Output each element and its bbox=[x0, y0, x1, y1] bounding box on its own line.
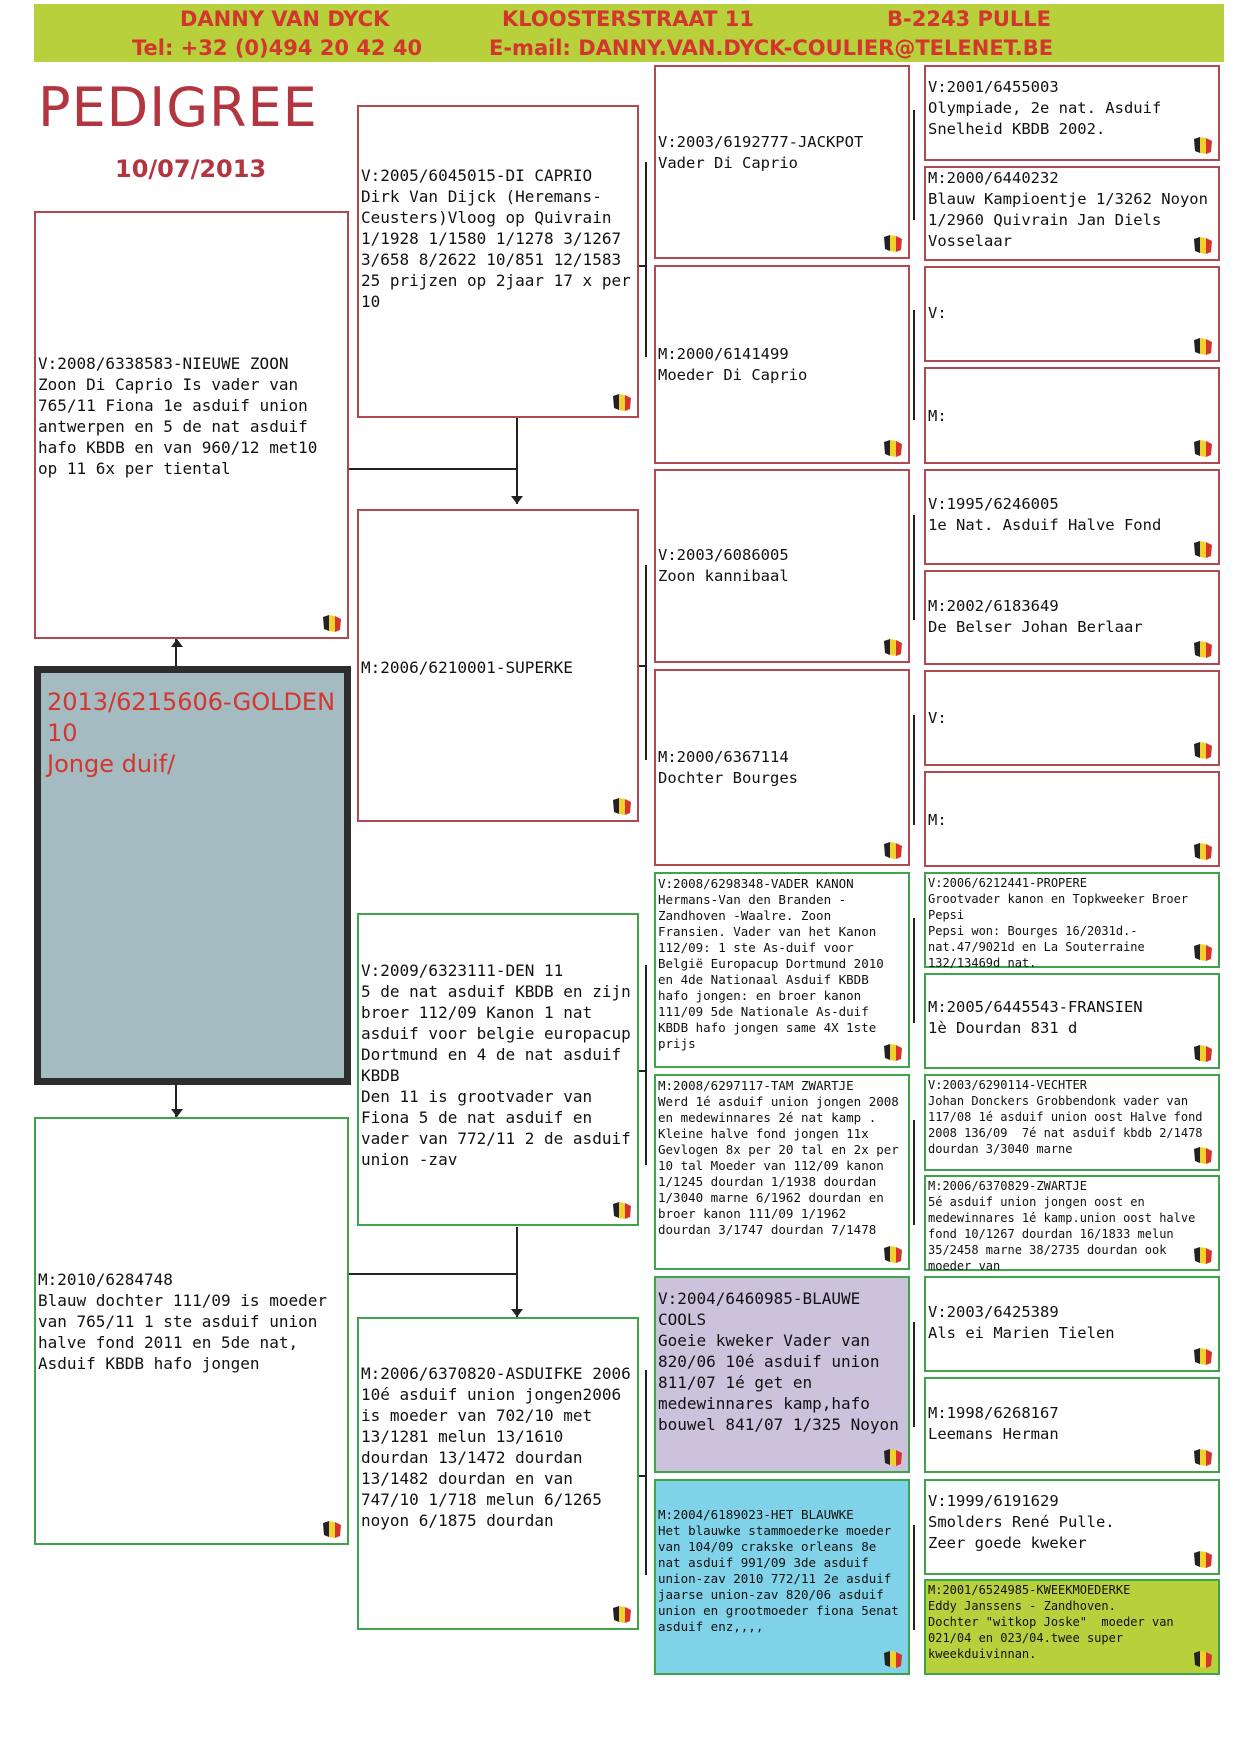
gen3-sds-box bbox=[654, 469, 910, 663]
belgium-flag-icon bbox=[882, 637, 904, 657]
bracket-g4-8 bbox=[913, 1525, 915, 1630]
pedigree-date: 10/07/2013 bbox=[115, 155, 267, 183]
bracket-ds-vertical bbox=[645, 965, 647, 1165]
bracket-g4-1 bbox=[913, 110, 915, 220]
gen3-dds-box bbox=[654, 1276, 910, 1473]
belgium-flag-icon bbox=[1192, 1043, 1214, 1063]
belgium-flag-icon bbox=[882, 840, 904, 860]
subject-ring-number: 2013/6215606-GOLDEN bbox=[47, 688, 336, 716]
gen4-sdsd-text: M:2002/6183649 De Belser Johan Berlaar bbox=[928, 597, 1143, 636]
gen4-ssdd-text: M: bbox=[928, 407, 947, 425]
gen4-dsdd-box bbox=[924, 1175, 1220, 1271]
sire-box bbox=[34, 211, 349, 639]
gen4-sdsd-box bbox=[924, 570, 1220, 665]
gen2-sd-box bbox=[357, 509, 639, 822]
connector-sire bbox=[349, 468, 516, 470]
bracket-g4-7 bbox=[913, 1322, 915, 1427]
gen4-ssss-box bbox=[924, 65, 1220, 161]
gen2-ss-text: V:2005/6045015-DI CAPRIO Dirk Van Dijck (Heremans-Ceusters)Vloog op Quivrain 1/1928 1/1580 1/1278 3/1267 3/658 8/2622 10/851 12/1583 25 prijzen op 2jaar 17 x per 10 bbox=[361, 166, 631, 311]
connector-arrowhead bbox=[511, 1309, 523, 1317]
gen3-sdd-text: M:2000/6367114 Dochter Bourges bbox=[658, 748, 798, 787]
gen2-ds-box bbox=[357, 913, 639, 1226]
gen4-sddd-text: M: bbox=[928, 811, 947, 829]
gen4-dsds-box bbox=[924, 1074, 1220, 1171]
contact-header bbox=[34, 4, 1224, 62]
gen3-sss-text: V:2003/6192777-JACKPOT Vader Di Caprio bbox=[658, 133, 864, 172]
page-title: PEDIGREE bbox=[38, 76, 318, 139]
gen4-dddd-text: M:2001/6524985-KWEEKMOEDERKE Eddy Janssens - Zandhoven. Dochter "witkop Joske" moeder van 021/04 en 023/04.twee super kweekduivinnan. bbox=[928, 1583, 1174, 1661]
gen3-sss-box bbox=[654, 65, 910, 259]
gen4-dsss-text: V:2006/6212441-PROPERE Grootvader kanon en Topkweeker Broer Pepsi Pepsi won: Bourges 16/2031d.-nat.47/9021d en La Souterraine 132/13469d nat. bbox=[928, 876, 1189, 970]
belgium-flag-icon bbox=[882, 1042, 904, 1062]
connector-arrowhead bbox=[171, 1109, 183, 1117]
connector-arrowhead bbox=[171, 639, 183, 647]
gen4-ddds-text: V:1999/6191629 Smolders René Pulle. Zeer goede kweker bbox=[928, 1492, 1115, 1552]
belgium-flag-icon bbox=[882, 438, 904, 458]
gen2-ds-text: V:2009/6323111-DEN 11 5 de nat asduif KBDB en zijn broer 112/09 Kanon 1 nat asduif voor belgie europacup Dortmund en 4 de nat asduif KBDB Den 11 is grootvader van Fiona 5 de nat asduif en vader van 772/11 2 de asduif union -zav bbox=[361, 961, 631, 1169]
breeder-street: KLOOSTERSTRAAT 11 bbox=[502, 7, 754, 31]
gen4-dsss-box bbox=[924, 872, 1220, 968]
gen4-ssdd-box bbox=[924, 367, 1220, 464]
belgium-flag-icon bbox=[321, 613, 343, 633]
belgium-flag-icon bbox=[611, 392, 633, 412]
gen4-sdss-box bbox=[924, 469, 1220, 565]
belgium-flag-icon bbox=[1192, 1245, 1214, 1265]
gen3-dsd-text: M:2008/6297117-TAM ZWARTJE Werd 1é asduif union jongen 2008 en medewinnares 2é nat kamp . Kleine halve fond jongen 11x Gevlogen 8x per 20 tal en 2x per 10 tal Moeder van 112/09 kanon 1/1245 dourdan 1/1938 dourdan 1/3040 marne 6/1962 dourdan en broer kanon 111/09 1/1962 dourdan 3/1747 dourdan 7/1478 bbox=[658, 1078, 899, 1237]
connector-arrowhead bbox=[511, 496, 523, 504]
gen4-ddds-box bbox=[924, 1479, 1220, 1575]
gen3-ddd-text: M:2004/6189023-HET BLAUWKE Het blauwke stammoederke moeder van 104/09 crakske orleans 8e nat asduif 991/09 3de asduif union-zav 2010 772/11 2e asduif jaarse union-zav 820/06 asduif union en grootmoeder fiona 5enat asduif enz,,,, bbox=[658, 1507, 899, 1634]
bracket-g4-6 bbox=[913, 1120, 915, 1225]
gen2-ss-box bbox=[357, 105, 639, 418]
breeder-name: DANNY VAN DYCK bbox=[180, 7, 390, 31]
gen2-dd-box bbox=[357, 1317, 639, 1630]
gen3-sds-text: V:2003/6086005 Zoon kannibaal bbox=[658, 546, 789, 585]
subject-description: Jonge duif/ bbox=[47, 750, 176, 778]
belgium-flag-icon bbox=[611, 1604, 633, 1624]
belgium-flag-icon bbox=[1192, 841, 1214, 861]
gen3-dsd-box bbox=[654, 1074, 910, 1270]
gen4-sdss-text: V:1995/6246005 1e Nat. Asduif Halve Fond bbox=[928, 495, 1162, 534]
gen3-ddd-box bbox=[654, 1479, 910, 1675]
gen4-dddd-box bbox=[924, 1579, 1220, 1675]
gen4-ssss-text: V:2001/6455003 Olympiade, 2e nat. Asduif Snelheid KBDB 2002. bbox=[928, 78, 1162, 138]
gen4-ssds-text: V: bbox=[928, 304, 947, 322]
belgium-flag-icon bbox=[611, 1200, 633, 1220]
gen4-sddd-box bbox=[924, 771, 1220, 867]
gen4-sdds-text: V: bbox=[928, 709, 947, 727]
breeder-city: B-2243 PULLE bbox=[887, 7, 1052, 31]
subject-name-suffix: 10 bbox=[47, 719, 78, 747]
belgium-flag-icon bbox=[611, 796, 633, 816]
connector-dam bbox=[349, 1273, 516, 1275]
belgium-flag-icon bbox=[321, 1519, 343, 1539]
belgium-flag-icon bbox=[1192, 639, 1214, 659]
belgium-flag-icon bbox=[1192, 235, 1214, 255]
belgium-flag-icon bbox=[1192, 740, 1214, 760]
bracket-ss-vertical bbox=[645, 162, 647, 357]
gen3-ssd-box bbox=[654, 265, 910, 464]
belgium-flag-icon bbox=[882, 233, 904, 253]
belgium-flag-icon bbox=[882, 1649, 904, 1669]
gen4-ddsd-text: M:1998/6268167 Leemans Herman bbox=[928, 1404, 1059, 1443]
gen3-dss-text: V:2008/6298348-VADER KANON Hermans-Van den Branden - Zandhoven -Waalre. Zoon Fransien. Vader van het Kanon 112/09: 1 ste As-duif voor België Europacup Dortmund 2010 en 4de Nationaal Asduif KBDB hafo jongen: en broer kanon 111/09 5de Nationale As-duif KBDB hafo jongen same 4X 1ste prijs bbox=[658, 876, 884, 1051]
belgium-flag-icon bbox=[1192, 1649, 1214, 1669]
belgium-flag-icon bbox=[1192, 539, 1214, 559]
bracket-sd-vertical bbox=[645, 565, 647, 760]
gen3-dds-text: V:2004/6460985-BLAUWE COOLS Goeie kweker Vader van 820/06 10é asduif union 811/07 1é get en medewinnares kamp,hafo bouwel 841/07 1/325 Noyon bbox=[658, 1289, 899, 1434]
gen4-sssd-text: M:2000/6440232 Blauw Kampioentje 1/3262 Noyon 1/2960 Quivrain Jan Diels Vosselaar bbox=[928, 169, 1208, 250]
connector-sire-vertical bbox=[516, 418, 518, 504]
belgium-flag-icon bbox=[882, 1244, 904, 1264]
bracket-g4-4 bbox=[913, 715, 915, 825]
belgium-flag-icon bbox=[1192, 942, 1214, 962]
bracket-g4-5 bbox=[913, 918, 915, 1023]
sire-text: V:2008/6338583-NIEUWE ZOON Zoon Di Caprio Is vader van 765/11 Fiona 1e asduif union antwerpen en 5 de nat asduif hafo KBDB en van 960/12 met10 op 11 6x per tiental bbox=[38, 354, 318, 478]
gen3-dss-box bbox=[654, 872, 910, 1068]
gen4-dsds-text: V:2003/6290114-VECHTER Johan Donckers Grobbendonk vader van 117/08 1é asduif union oost Halve fond 2008 136/09 7é nat asduif kbdb 2/1478 dourdan 3/3040 marne bbox=[928, 1078, 1203, 1156]
breeder-phone: Tel: +32 (0)494 20 42 40 bbox=[132, 36, 423, 60]
belgium-flag-icon bbox=[1192, 1549, 1214, 1569]
bracket-g4-2 bbox=[913, 310, 915, 420]
gen4-dssd-box bbox=[924, 973, 1220, 1069]
gen4-ddss-text: V:2003/6425389 Als ei Marien Tielen bbox=[928, 1303, 1115, 1342]
belgium-flag-icon bbox=[1192, 135, 1214, 155]
gen3-sdd-box bbox=[654, 669, 910, 866]
dam-text: M:2010/6284748 Blauw dochter 111/09 is moeder van 765/11 1 ste asduif union halve fond 2011 en 5de nat, Asduif KBDB hafo jongen bbox=[38, 1270, 327, 1373]
gen4-sssd-box bbox=[924, 166, 1220, 261]
bracket-dd-vertical bbox=[645, 1370, 647, 1575]
gen2-dd-text: M:2006/6370820-ASDUIFKE 2006 10é asduif union jongen2006 is moeder van 702/10 met 13/1281 melun 13/1610 dourdan 13/1472 dourdan 13/1482 dourdan en van 747/10 1/718 melun 6/1265 noyon 6/1875 dourdan bbox=[361, 1364, 631, 1530]
gen4-dsdd-text: M:2006/6370829-ZWARTJE 5é asduif union jongen oost en medewinnares 1é kamp.union oost halve fond 10/1267 dourdan 16/1833 melun 35/2458 marne 38/2735 dourdan ook moeder van bbox=[928, 1179, 1196, 1273]
dam-box bbox=[34, 1117, 349, 1545]
gen4-dssd-text: M:2005/6445543-FRANSIEN 1è Dourdan 831 d bbox=[928, 998, 1143, 1037]
connector-dam-vertical bbox=[516, 1227, 518, 1317]
gen4-sdds-box bbox=[924, 670, 1220, 766]
gen3-ssd-text: M:2000/6141499 Moeder Di Caprio bbox=[658, 345, 808, 384]
belgium-flag-icon bbox=[1192, 1145, 1214, 1165]
bracket-g4-3 bbox=[913, 515, 915, 620]
belgium-flag-icon bbox=[882, 1447, 904, 1467]
belgium-flag-icon bbox=[1192, 438, 1214, 458]
gen4-ddsd-box bbox=[924, 1377, 1220, 1473]
gen2-sd-text: M:2006/6210001-SUPERKE bbox=[361, 658, 573, 677]
gen4-ssds-box bbox=[924, 266, 1220, 362]
belgium-flag-icon bbox=[1192, 1447, 1214, 1467]
gen4-ddss-box bbox=[924, 1276, 1220, 1372]
breeder-email: E-mail: DANNY.VAN.DYCK-COULIER@TELENET.BE bbox=[489, 36, 1054, 60]
belgium-flag-icon bbox=[1192, 1346, 1214, 1366]
belgium-flag-icon bbox=[1192, 336, 1214, 356]
subject-bird-box bbox=[34, 666, 351, 1085]
